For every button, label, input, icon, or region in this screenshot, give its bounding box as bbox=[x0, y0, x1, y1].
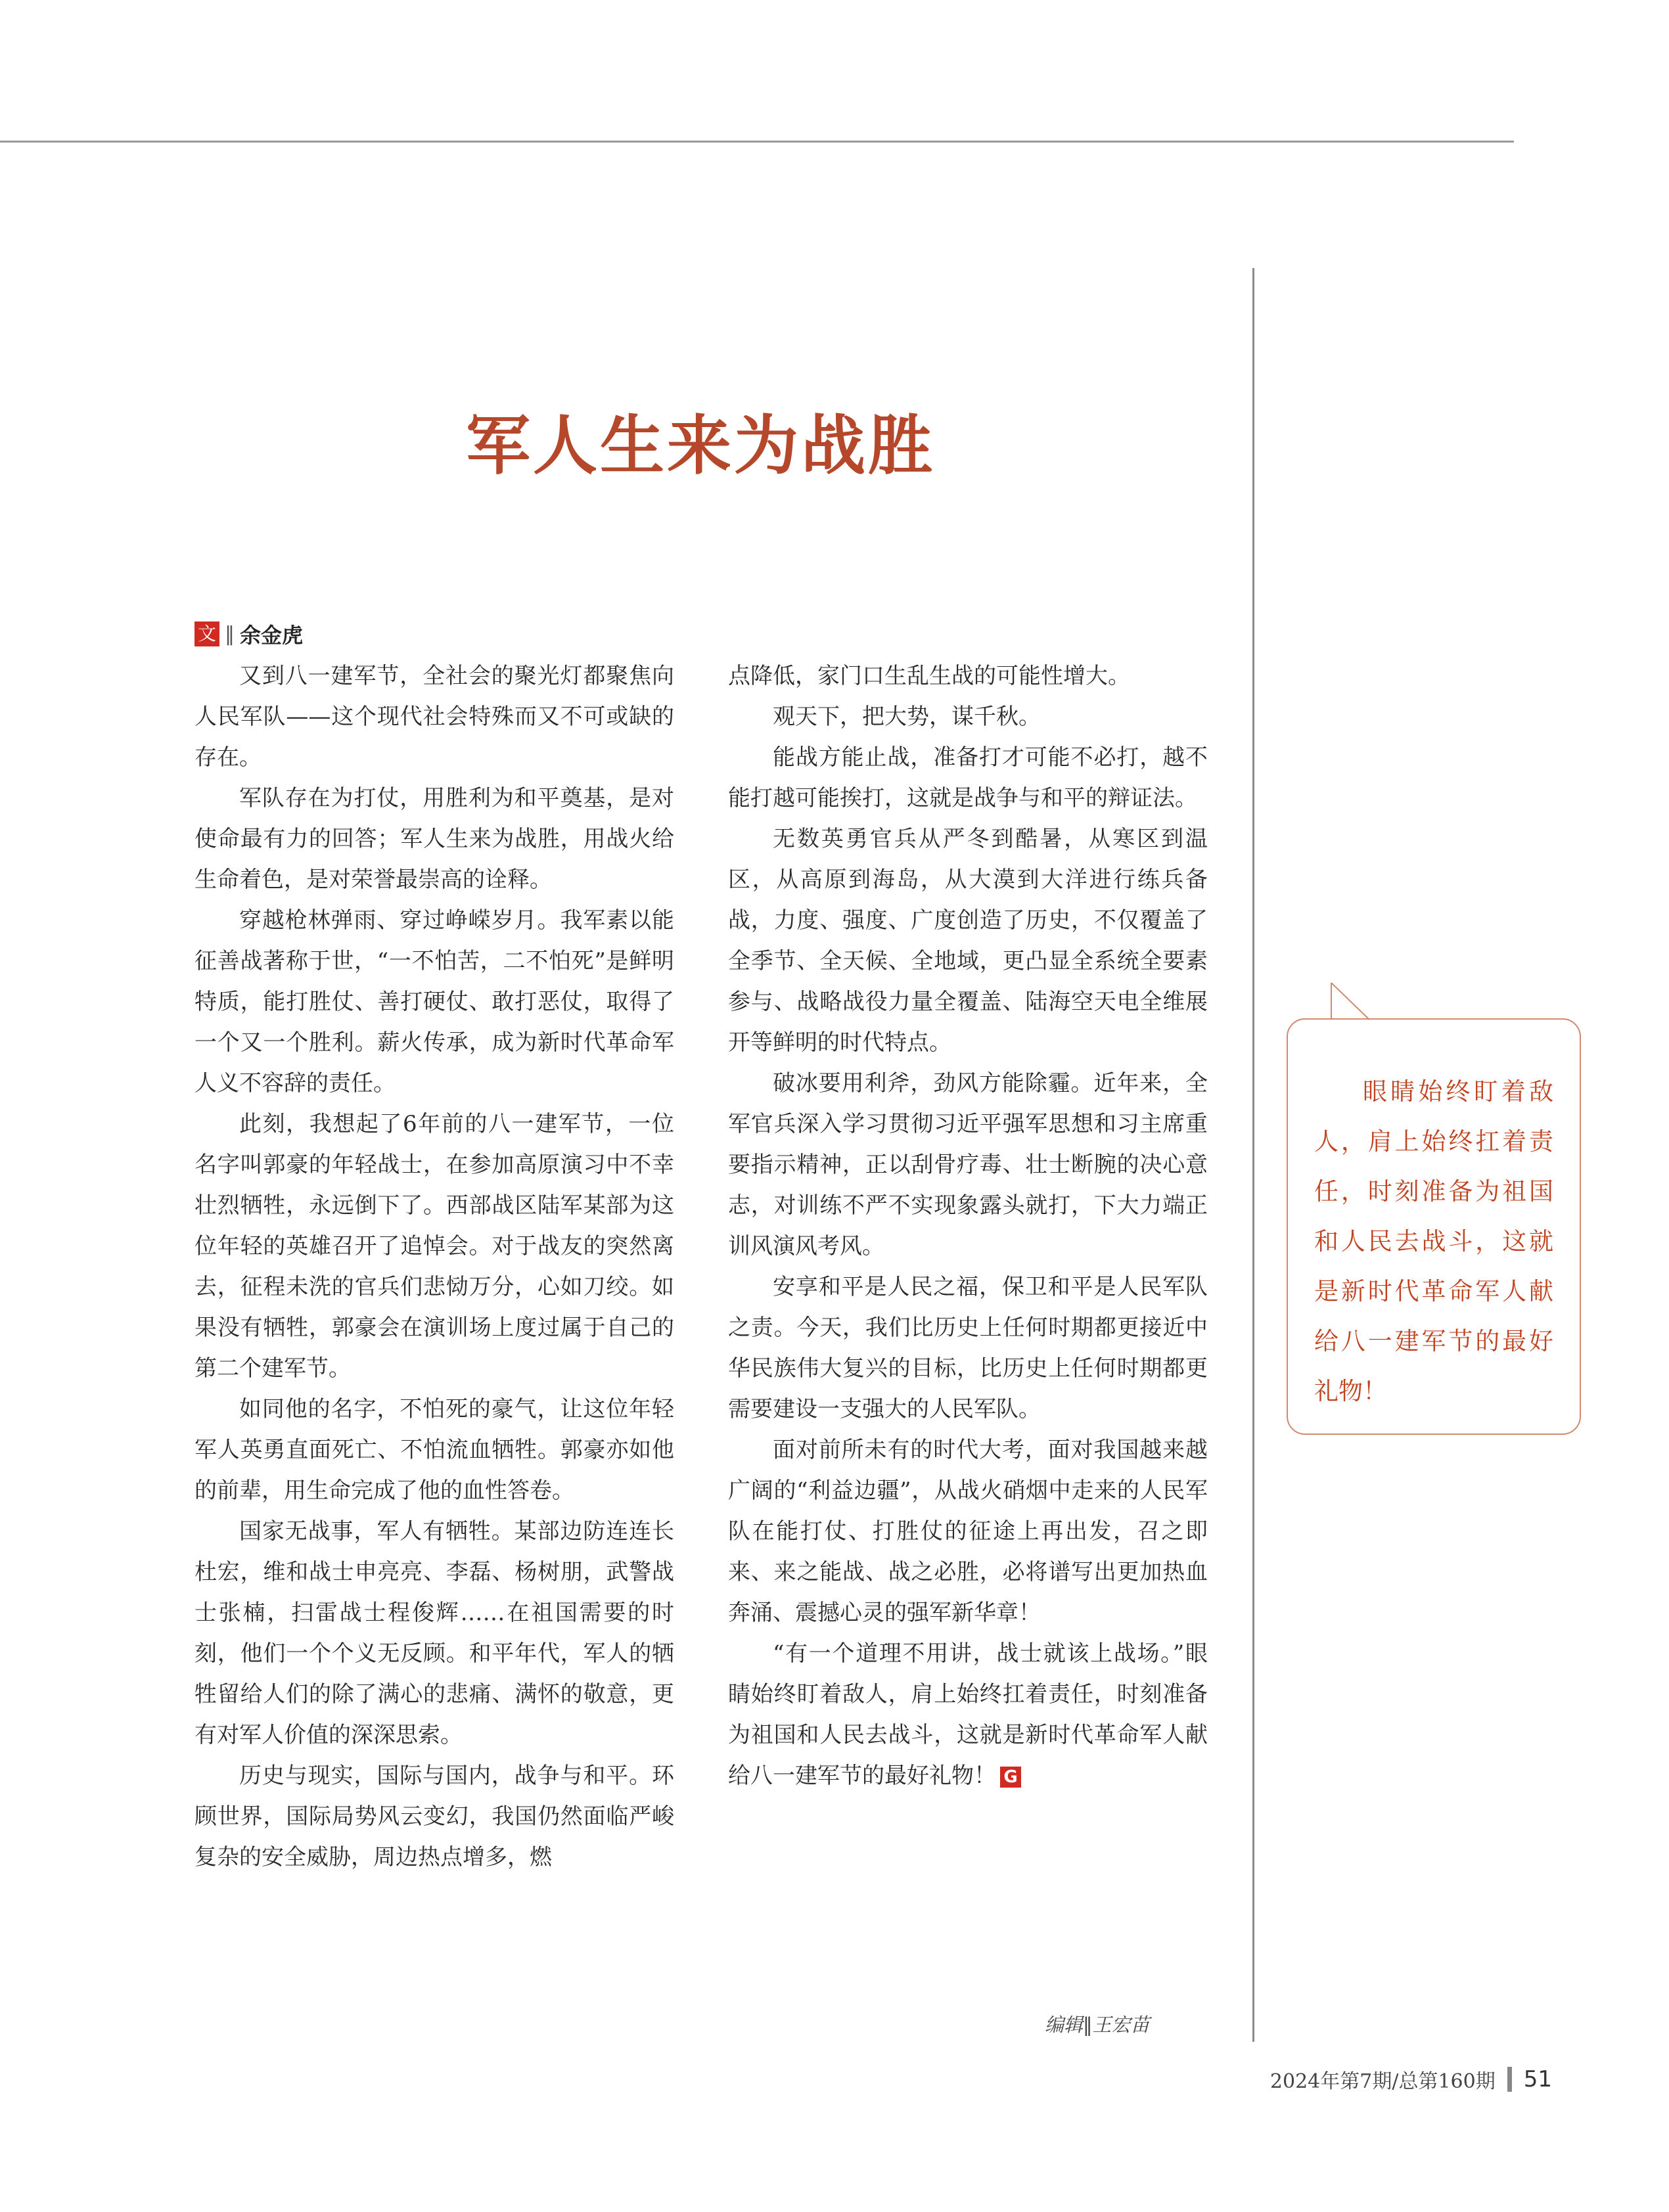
paragraph: 又到八一建军节，全社会的聚光灯都聚焦向人民军队——这个现代社会特殊而又不可或缺的存在。 bbox=[194, 663, 674, 771]
paragraph: 安享和平是人民之福，保卫和平是人民军队之责。今天，我们比历史上任何时期都更接近中华民族伟大复兴的目标，比历史上任何时期都更需要建设一支强大的人民军队。 bbox=[728, 1274, 1208, 1422]
left-column bbox=[194, 656, 674, 1878]
paragraph-final bbox=[728, 1633, 1208, 1796]
byline-tag-icon: 文 bbox=[194, 621, 219, 646]
paragraph: 穿越枪林弹雨、穿过峥嵘岁月。我军素以能征善战著称于世，“一不怕苦，二不怕死”是鲜明特质，能打胜仗、善打硬仗、敢打恶仗，取得了一个又一个胜利。薪火传承，成为新时代革命军人义不容辞的责任。 bbox=[194, 907, 674, 1096]
pull-quote-text: 眼睛始终盯着敌人，肩上始终扛着责任，时刻准备为祖国和人民去战斗，这就是新时代革命军人献给八一建军节的最好礼物！ bbox=[1314, 1077, 1553, 1405]
issue-info: 2024年第7期/总第160期 bbox=[1269, 2070, 1496, 2093]
byline-separator: ‖ bbox=[225, 622, 235, 646]
pull-quote bbox=[1287, 1018, 1581, 1435]
paragraph: 如同他的名字，不怕死的豪气，让这位年轻军人英勇直面死亡、不怕流血牺牲。郭豪亦如他的前辈，用生命完成了他的血性答卷。 bbox=[194, 1396, 674, 1504]
footer-divider bbox=[1507, 2067, 1512, 2092]
paragraph: 历史与现实，国际与国内，战争与和平。环顾世界，国际局势风云变幻，我国仍然面临严峻复杂的安全威胁，周边热点增多，燃 bbox=[194, 1763, 674, 1870]
column-divider bbox=[1252, 268, 1254, 2042]
paragraph: 国家无战事，军人有牺牲。某部边防连连长杜宏，维和战士申亮亮、李磊、杨树朋，武警战士张楠，扫雷战士程俊辉……在祖国需要的时刻，他们一个个义无反顾。和平年代，军人的牺牲留给人们的除了满心的悲痛、满怀的敬意，更有对军人价值的深深思索。 bbox=[194, 1518, 674, 1748]
paragraph: 能战方能止战，准备打才可能不必打，越不能打越可能挨打，这就是战争与和平的辩证法。 bbox=[728, 744, 1208, 811]
article-title: 军人生来为战胜 bbox=[465, 409, 935, 484]
final-paragraph-text: “有一个道理不用讲，战士就该上战场。”眼睛始终盯着敌人，肩上始终扛着责任，时刻准备为祖国和人民去战斗，这就是新时代革命军人献给八一建军节的最好礼物！ bbox=[728, 1640, 1208, 1789]
byline bbox=[194, 620, 303, 648]
paragraph: 军队存在为打仗，用胜利为和平奠基，是对使命最有力的回答；军人生来为战胜，用战火给生命着色，是对荣誉最崇高的诠释。 bbox=[194, 785, 674, 893]
header-rule bbox=[0, 141, 1514, 143]
paragraph: 观天下，把大势，谋千秋。 bbox=[773, 704, 1041, 730]
paragraph: 面对前所未有的时代大考，面对我国越来越广阔的“利益边疆”，从战火硝烟中走来的人民军队在能打仗、打胜仗的征途上再出发，召之即来、来之能战、战之必胜，必将谱写出更加热血奔涌、震撼心灵的强军新华章！ bbox=[728, 1437, 1208, 1626]
paragraph: 破冰要用利斧，劲风方能除霾。近年来，全军官兵深入学习贯彻习近平强军思想和习主席重要指示精神，正以刮骨疗毒、壮士断腕的决心意志，对训练不严不实现象露头就打，下大力端正训风演风考风。 bbox=[728, 1070, 1208, 1259]
author-name: 余金虎 bbox=[240, 623, 304, 648]
paragraph: 此刻，我想起了6年前的八一建军节，一位名字叫郭豪的年轻战士，在参加高原演习中不幸壮烈牺牲，永远倒下了。西部战区陆军某部为这位年轻的英雄召开了追悼会。对于战友的突然离去，征程未洗的官兵们悲恸万分，心如刀绞。如果没有牺牲，郭豪会在演训场上度过属于自己的第二个建军节。 bbox=[194, 1111, 674, 1382]
paragraph-continued: 点降低，家门口生乱生战的可能性增大。 bbox=[728, 663, 1130, 689]
end-mark-icon: G bbox=[1000, 1767, 1021, 1788]
right-column bbox=[728, 656, 1208, 1796]
paragraph: 无数英勇官兵从严冬到酷暑，从寒区到温区，从高原到海岛，从大漠到大洋进行练兵备战，力度、强度、广度创造了历史，不仅覆盖了全季节、全天候、全地域，更凸显全系统全要素参与、战略战役力量全覆盖、陆海空天电全维展开等鲜明的时代特点。 bbox=[728, 826, 1208, 1056]
page-number: 51 bbox=[1523, 2066, 1552, 2092]
page-footer bbox=[1270, 2065, 1552, 2094]
editor-credit: 编辑‖王宏苗 bbox=[1045, 2014, 1150, 2036]
callout-tail-icon bbox=[1327, 982, 1373, 1021]
